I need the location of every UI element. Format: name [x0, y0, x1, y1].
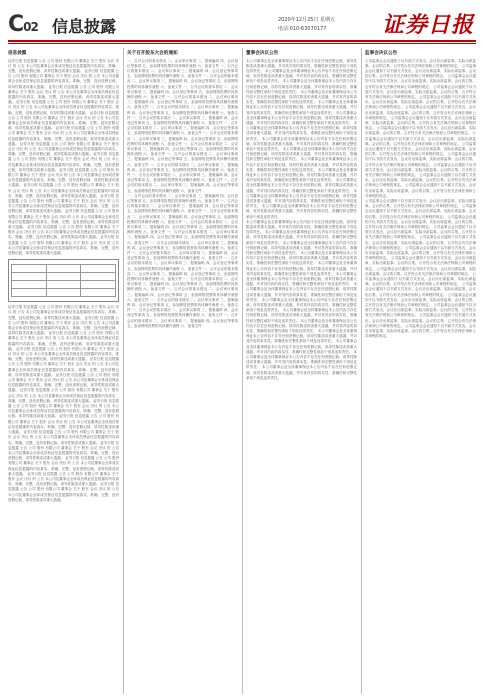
article-columns — [8, 48, 476, 694]
column-headline: 信息披露 — [8, 51, 27, 56]
column-body: 一、召开会议的基本情况 二、会议审议事项 三、提案编码 四、会议登记等事项 五、参加网络投票的具体操作流程 六、备查文件 一、召开会议的基本情况 二、会议审议事项 三、提案编码 四、会议登记等事项 五、参加网络投票的具体操作流程 六、备查文件 一、召开会议的基本情况 二、会议审议事项 三、提案编码 四、会议登记等事项 五、参加网络投票的具体操作流程 六、备查文件 一、召开会议的基本情况 二、会议审议事项 三、提案编码 四、会议登记等事项 五、参加网络投票的具体操作流程 六、备查文件 一、召开会议的基本情况 二、会议审议事项 三、提案编码 四、会议登记等事项 五、参加网络投票的具体操作流程 六、备查文件 一、召开会议的基本情况 二、会议审议事项 三、提案编码 四、会议登记等事项 五、参加网络投票的具体操作流程 六、备查文件 一、召开会议的基本情况 二、会议审议事项 三、提案编码 四、会议登记等事项 五、参加网络投票的具体操作流程 六、备查文件 一、召开会议的基本情况 二、会议审议事项 三、提案编码 四、会议登记等事项 五、参加网络投票的具体操作流程 六、备查文件 一、召开会议的基本情况 二、会议审议事项 三、提案编码 四、会议登记等事项 五、参加网络投票的具体操作流程 六、备查文件 一、召开会议的基本情况 二、会议审议事项 三、提案编码 四、会议登记等事项 五、参加网络投票的具体操作流程 六、备查文件 一、召开会议的基本情况 二、会议审议事项 三、提案编码 四、会议登记等事项 五、参加网络投票的具体操作流程 六、备查文件 一、召开会议的基本情况 二、会议审议事项 三、提案编码 四、会议登记等事项 五、参加网络投票的具体操作流程 六、备查文件 一、召开会议的基本情况 二、会议审议事项 三、提案编码 四、会议登记等事项 五、参加网络投票的具体操作流程 六、备查文件 一、召开会议的基本情况 二、会议审议事项 三、提案编码 四、会议登记等事项 五、参加网络投票的具体操作流程 六、备查文件 — [127, 58, 238, 193]
column-headline: 董事会决议公告 — [246, 51, 279, 56]
column-body: 本公司董事会及全体董事保证本公告内容不存在任何虚假记载、误导性陈述或者重大遗漏，并对其内容的真实性、准确性和完整性承担个别及连带责任。 本公司董事会及全体董事保证本公告内容不存在任何虚假记载、误导性陈述或者重大遗漏，并对其内容的真实性、准确性和完整性承担个别及连带责任。 本公司董事会及全体董事保证本公告内容不存在任何虚假记载、误导性陈述或者重大遗漏，并对其内容的真实性、准确性和完整性承担个别及连带责任。 本公司董事会及全体董事保证本公告内容不存在任何虚假记载、误导性陈述或者重大遗漏，并对其内容的真实性、准确性和完整性承担个别及连带责任。 本公司董事会及全体董事保证本公告内容不存在任何虚假记载、误导性陈述或者重大遗漏，并对其内容的真实性、准确性和完整性承担个别及连带责任。 本公司董事会及全体董事保证本公告内容不存在任何虚假记载、误导性陈述或者重大遗漏，并对其内容的真实性、准确性和完整性承担个别及连带责任。 本公司董事会及全体董事保证本公告内容不存在任何虚假记载、误导性陈述或者重大遗漏，并对其内容的真实性、准确性和完整性承担个别及连带责任。 本公司董事会及全体董事保证本公告内容不存在任何虚假记载、误导性陈述或者重大遗漏，并对其内容的真实性、准确性和完整性承担个别及连带责任。 本公司董事会及全体董事保证本公告内容不存在任何虚假记载、误导性陈述或者重大遗漏，并对其内容的真实性、准确性和完整性承担个别及连带责任。 本公司董事会及全体董事保证本公告内容不存在任何虚假记载、误导性陈述或者重大遗漏，并对其内容的真实性、准确性和完整性承担个别及连带责任。 本公司董事会及全体董事保证本公告内容不存在任何虚假记载、误导性陈述或者重大遗漏，并对其内容的真实性、准确性和完整性承担个别及连带责任。 本公司董事会及全体董事保证本公告内容不存在任何虚假记载、误导性陈述或者重大遗漏，并对其内容的真实性、准确性和完整性承担个别及连带责任。 本公司董事会及全体董事保证本公告内容不存在任何虚假记载、误导性陈述或者重大遗漏，并对其内容的真实性、准确性和完整性承担个别及连带责任。 本公司董事会及全体董事保证本公告内容不存在任何虚假记载、误导性陈述或者重大遗漏，并对其内容的真实性、准确性和完整性承担个别及连带责任。 — [246, 58, 357, 219]
column-body: 证券日报 信息披露 公告 公司 股份 有限公司 董事会 关于 股东 会议 决议 的 公告 本公司及董事会全体成员保证信息披露的内容真实、准确、完整，没有虚假记载、误导性陈述或重大遗漏。 证券日报 信息披露 公告 公司 股份 有限公司 董事会 关于 股东 会议 决议 的 公告 本公司及董事会全体成员保证信息披露的内容真实、准确、完整，没有虚假记载、误导性陈述或重大遗漏。 证券日报 信息披露 公告 公司 股份 有限公司 董事会 关于 股东 会议 决议 的 公告 本公司及董事会全体成员保证信息披露的内容真实、准确、完整，没有虚假记载、误导性陈述或重大遗漏。 证券日报 信息披露 公告 公司 股份 有限公司 董事会 关于 股东 会议 决议 的 公告 本公司及董事会全体成员保证信息披露的内容真实、准确、完整，没有虚假记载、误导性陈述或重大遗漏。 证券日报 信息披露 公告 公司 股份 有限公司 董事会 关于 股东 会议 决议 的 公告 本公司及董事会全体成员保证信息披露的内容真实、准确、完整，没有虚假记载、误导性陈述或重大遗漏。 证券日报 信息披露 公告 公司 股份 有限公司 董事会 关于 股东 会议 决议 的 公告 本公司及董事会全体成员保证信息披露的内容真实、准确、完整，没有虚假记载、误导性陈述或重大遗漏。 证券日报 信息披露 公告 公司 股份 有限公司 董事会 关于 股东 会议 决议 的 公告 本公司及董事会全体成员保证信息披露的内容真实、准确、完整，没有虚假记载、误导性陈述或重大遗漏。 证券日报 信息披露 公告 公司 股份 有限公司 董事会 关于 股东 会议 决议 的 公告 本公司及董事会全体成员保证信息披露的内容真实、准确、完整，没有虚假记载、误导性陈述或重大遗漏。 证券日报 信息披露 公告 公司 股份 有限公司 董事会 关于 股东 会议 决议 的 公告 本公司及董事会全体成员保证信息披露的内容真实、准确、完整，没有虚假记载、误导性陈述或重大遗漏。 证券日报 信息披露 公告 公司 股份 有限公司 董事会 关于 股东 会议 决议 的 公告 本公司及董事会全体成员保证信息披露的内容真实、准确、完整，没有虚假记载、误导性陈述或重大遗漏。 证券日报 信息披露 公告 公司 股份 有限公司 董事会 关于 股东 会议 决议 的 公告 本公司及董事会全体成员保证信息披露的内容真实、准确、完整，没有虚假记载、误导性陈述或重大遗漏。 证券日报 信息披露 公告 公司 股份 有限公司 董事会 关于 股东 会议 决议 的 公告 本公司及董事会全体成员保证信息披露的内容真实、准确、完整，没有虚假记载、误导性陈述或重大遗漏。 证券日报 信息披露 公告 公司 股份 有限公司 董事会 关于 股东 会议 决议 的 公告 本公司及董事会全体成员保证信息披露的内容真实、准确、完整，没有虚假记载、误导性陈述或重大遗漏。 证券日报 信息披露 公告 公司 股份 有限公司 董事会 关于 股东 会议 决议 的 公告 本公司及董事会全体成员保证信息披露的内容真实、准确、完整，没有虚假记载、误导性陈述或重大遗漏。 — [8, 58, 119, 256]
column-1 — [8, 48, 119, 694]
section-letter: C — [8, 12, 24, 37]
column-4 — [365, 48, 476, 694]
column-body-repeat: 本公司董事会及全体董事保证本公告内容不存在任何虚假记载、误导性陈述或者重大遗漏，并对其内容的真实性、准确性和完整性承担个别及连带责任。 本公司董事会及全体董事保证本公告内容不存在任何虚假记载、误导性陈述或者重大遗漏，并对其内容的真实性、准确性和完整性承担个别及连带责任。 本公司董事会及全体董事保证本公告内容不存在任何虚假记载、误导性陈述或者重大遗漏，并对其内容的真实性、准确性和完整性承担个别及连带责任。 本公司董事会及全体董事保证本公告内容不存在任何虚假记载、误导性陈述或者重大遗漏，并对其内容的真实性、准确性和完整性承担个别及连带责任。 本公司董事会及全体董事保证本公告内容不存在任何虚假记载、误导性陈述或者重大遗漏，并对其内容的真实性、准确性和完整性承担个别及连带责任。 本公司董事会及全体董事保证本公告内容不存在任何虚假记载、误导性陈述或者重大遗漏，并对其内容的真实性、准确性和完整性承担个别及连带责任。 本公司董事会及全体董事保证本公告内容不存在任何虚假记载、误导性陈述或者重大遗漏，并对其内容的真实性、准确性和完整性承担个别及连带责任。 本公司董事会及全体董事保证本公告内容不存在任何虚假记载、误导性陈述或者重大遗漏，并对其内容的真实性、准确性和完整性承担个别及连带责任。 本公司董事会及全体董事保证本公告内容不存在任何虚假记载、误导性陈述或者重大遗漏，并对其内容的真实性、准确性和完整性承担个别及连带责任。 本公司董事会及全体董事保证本公告内容不存在任何虚假记载、误导性陈述或者重大遗漏，并对其内容的真实性、准确性和完整性承担个别及连带责任。 本公司董事会及全体董事保证本公告内容不存在任何虚假记载、误导性陈述或者重大遗漏，并对其内容的真实性、准确性和完整性承担个别及连带责任。 本公司董事会及全体董事保证本公告内容不存在任何虚假记载、误导性陈述或者重大遗漏，并对其内容的真实性、准确性和完整性承担个别及连带责任。 本公司董事会及全体董事保证本公告内容不存在任何虚假记载、误导性陈述或者重大遗漏，并对其内容的真实性、准确性和完整性承担个别及连带责任。 本公司董事会及全体董事保证本公告内容不存在任何虚假记载、误导性陈述或者重大遗漏，并对其内容的真实性、准确性和完整性承担个别及连带责任。 — [246, 219, 357, 380]
column-body: 公司监事会会议通知于以书面方式发出，会议应出席监事，实际出席监事。会议的召集、召开符合有关法律法规和公司章程的规定。 公司监事会会议通知于以书面方式发出，会议应出席监事，实际出席监事。会议的召集、召开符合有关法律法规和公司章程的规定。 公司监事会会议通知于以书面方式发出，会议应出席监事，实际出席监事。会议的召集、召开符合有关法律法规和公司章程的规定。 公司监事会会议通知于以书面方式发出，会议应出席监事，实际出席监事。会议的召集、召开符合有关法律法规和公司章程的规定。 公司监事会会议通知于以书面方式发出，会议应出席监事，实际出席监事。会议的召集、召开符合有关法律法规和公司章程的规定。 公司监事会会议通知于以书面方式发出，会议应出席监事，实际出席监事。会议的召集、召开符合有关法律法规和公司章程的规定。 公司监事会会议通知于以书面方式发出，会议应出席监事，实际出席监事。会议的召集、召开符合有关法律法规和公司章程的规定。 公司监事会会议通知于以书面方式发出，会议应出席监事，实际出席监事。会议的召集、召开符合有关法律法规和公司章程的规定。 公司监事会会议通知于以书面方式发出，会议应出席监事，实际出席监事。会议的召集、召开符合有关法律法规和公司章程的规定。 公司监事会会议通知于以书面方式发出，会议应出席监事，实际出席监事。会议的召集、召开符合有关法律法规和公司章程的规定。 公司监事会会议通知于以书面方式发出，会议应出席监事，实际出席监事。会议的召集、召开符合有关法律法规和公司章程的规定。 公司监事会会议通知于以书面方式发出，会议应出席监事，实际出席监事。会议的召集、召开符合有关法律法规和公司章程的规定。 公司监事会会议通知于以书面方式发出，会议应出席监事，实际出席监事。会议的召集、召开符合有关法律法规和公司章程的规定。 公司监事会会议通知于以书面方式发出，会议应出席监事，实际出席监事。会议的召集、召开符合有关法律法规和公司章程的规定。 — [365, 58, 476, 198]
column-body-repeat: 一、召开会议的基本情况 二、会议审议事项 三、提案编码 四、会议登记等事项 五、参加网络投票的具体操作流程 六、备查文件 一、召开会议的基本情况 二、会议审议事项 三、提案编码 四、会议登记等事项 五、参加网络投票的具体操作流程 六、备查文件 一、召开会议的基本情况 二、会议审议事项 三、提案编码 四、会议登记等事项 五、参加网络投票的具体操作流程 六、备查文件 一、召开会议的基本情况 二、会议审议事项 三、提案编码 四、会议登记等事项 五、参加网络投票的具体操作流程 六、备查文件 一、召开会议的基本情况 二、会议审议事项 三、提案编码 四、会议登记等事项 五、参加网络投票的具体操作流程 六、备查文件 一、召开会议的基本情况 二、会议审议事项 三、提案编码 四、会议登记等事项 五、参加网络投票的具体操作流程 六、备查文件 一、召开会议的基本情况 二、会议审议事项 三、提案编码 四、会议登记等事项 五、参加网络投票的具体操作流程 六、备查文件 一、召开会议的基本情况 二、会议审议事项 三、提案编码 四、会议登记等事项 五、参加网络投票的具体操作流程 六、备查文件 一、召开会议的基本情况 二、会议审议事项 三、提案编码 四、会议登记等事项 五、参加网络投票的具体操作流程 六、备查文件 一、召开会议的基本情况 二、会议审议事项 三、提案编码 四、会议登记等事项 五、参加网络投票的具体操作流程 六、备查文件 一、召开会议的基本情况 二、会议审议事项 三、提案编码 四、会议登记等事项 五、参加网络投票的具体操作流程 六、备查文件 一、召开会议的基本情况 二、会议审议事项 三、提案编码 四、会议登记等事项 五、参加网络投票的具体操作流程 六、备查文件 一、召开会议的基本情况 二、会议审议事项 三、提案编码 四、会议登记等事项 五、参加网络投票的具体操作流程 六、备查文件 一、召开会议的基本情况 二、会议审议事项 三、提案编码 四、会议登记等事项 五、参加网络投票的具体操作流程 六、备查文件 — [127, 193, 238, 328]
column-body-repeat: 证券日报 信息披露 公告 公司 股份 有限公司 董事会 关于 股东 会议 决议 的 公告 本公司及董事会全体成员保证信息披露的内容真实、准确、完整，没有虚假记载、误导性陈述或重大遗漏。 证券日报 信息披露 公告 公司 股份 有限公司 董事会 关于 股东 会议 决议 的 公告 本公司及董事会全体成员保证信息披露的内容真实、准确、完整，没有虚假记载、误导性陈述或重大遗漏。 证券日报 信息披露 公告 公司 股份 有限公司 董事会 关于 股东 会议 决议 的 公告 本公司及董事会全体成员保证信息披露的内容真实、准确、完整，没有虚假记载、误导性陈述或重大遗漏。 证券日报 信息披露 公告 公司 股份 有限公司 董事会 关于 股东 会议 决议 的 公告 本公司及董事会全体成员保证信息披露的内容真实、准确、完整，没有虚假记载、误导性陈述或重大遗漏。 证券日报 信息披露 公告 公司 股份 有限公司 董事会 关于 股东 会议 决议 的 公告 本公司及董事会全体成员保证信息披露的内容真实、准确、完整，没有虚假记载、误导性陈述或重大遗漏。 证券日报 信息披露 公告 公司 股份 有限公司 董事会 关于 股东 会议 决议 的 公告 本公司及董事会全体成员保证信息披露的内容真实、准确、完整，没有虚假记载、误导性陈述或重大遗漏。 证券日报 信息披露 公告 公司 股份 有限公司 董事会 关于 股东 会议 决议 的 公告 本公司及董事会全体成员保证信息披露的内容真实、准确、完整，没有虚假记载、误导性陈述或重大遗漏。 证券日报 信息披露 公告 公司 股份 有限公司 董事会 关于 股东 会议 决议 的 公告 本公司及董事会全体成员保证信息披露的内容真实、准确、完整，没有虚假记载、误导性陈述或重大遗漏。 证券日报 信息披露 公告 公司 股份 有限公司 董事会 关于 股东 会议 决议 的 公告 本公司及董事会全体成员保证信息披露的内容真实、准确、完整，没有虚假记载、误导性陈述或重大遗漏。 证券日报 信息披露 公告 公司 股份 有限公司 董事会 关于 股东 会议 决议 的 公告 本公司及董事会全体成员保证信息披露的内容真实、准确、完整，没有虚假记载、误导性陈述或重大遗漏。 证券日报 信息披露 公告 公司 股份 有限公司 董事会 关于 股东 会议 决议 的 公告 本公司及董事会全体成员保证信息披露的内容真实、准确、完整，没有虚假记载、误导性陈述或重大遗漏。 证券日报 信息披露 公告 公司 股份 有限公司 董事会 关于 股东 会议 决议 的 公告 本公司及董事会全体成员保证信息披露的内容真实、准确、完整，没有虚假记载、误导性陈述或重大遗漏。 证券日报 信息披露 公告 公司 股份 有限公司 董事会 关于 股东 会议 决议 的 公告 本公司及董事会全体成员保证信息披露的内容真实、准确、完整，没有虚假记载、误导性陈述或重大遗漏。 证券日报 信息披露 公告 公司 股份 有限公司 董事会 关于 股东 会议 决议 的 公告 本公司及董事会全体成员保证信息披露的内容真实、准确、完整，没有虚假记载、误导性陈述或重大遗漏。 — [8, 305, 119, 502]
column-2 — [127, 48, 238, 694]
data-table — [11, 264, 116, 297]
notice-box — [8, 259, 119, 302]
column-headline: 关于召开股东大会的通知 — [127, 51, 178, 56]
column-headline: 监事会决议公告 — [365, 51, 398, 56]
column-3 — [246, 48, 357, 694]
issue-date: 2020年12月25日 星期五 — [278, 17, 336, 23]
header-rule-thin — [8, 43, 476, 44]
newspaper-logo: 证券日报 — [381, 12, 474, 38]
section-title: 信息披露 — [52, 17, 117, 36]
column-body-repeat: 公司监事会会议通知于以书面方式发出，会议应出席监事，实际出席监事。会议的召集、召开符合有关法律法规和公司章程的规定。 公司监事会会议通知于以书面方式发出，会议应出席监事，实际出席监事。会议的召集、召开符合有关法律法规和公司章程的规定。 公司监事会会议通知于以书面方式发出，会议应出席监事，实际出席监事。会议的召集、召开符合有关法律法规和公司章程的规定。 公司监事会会议通知于以书面方式发出，会议应出席监事，实际出席监事。会议的召集、召开符合有关法律法规和公司章程的规定。 公司监事会会议通知于以书面方式发出，会议应出席监事，实际出席监事。会议的召集、召开符合有关法律法规和公司章程的规定。 公司监事会会议通知于以书面方式发出，会议应出席监事，实际出席监事。会议的召集、召开符合有关法律法规和公司章程的规定。 公司监事会会议通知于以书面方式发出，会议应出席监事，实际出席监事。会议的召集、召开符合有关法律法规和公司章程的规定。 公司监事会会议通知于以书面方式发出，会议应出席监事，实际出席监事。会议的召集、召开符合有关法律法规和公司章程的规定。 公司监事会会议通知于以书面方式发出，会议应出席监事，实际出席监事。会议的召集、召开符合有关法律法规和公司章程的规定。 公司监事会会议通知于以书面方式发出，会议应出席监事，实际出席监事。会议的召集、召开符合有关法律法规和公司章程的规定。 公司监事会会议通知于以书面方式发出，会议应出席监事，实际出席监事。会议的召集、召开符合有关法律法规和公司章程的规定。 公司监事会会议通知于以书面方式发出，会议应出席监事，实际出席监事。会议的召集、召开符合有关法律法规和公司章程的规定。 公司监事会会议通知于以书面方式发出，会议应出席监事，实际出席监事。会议的召集、召开符合有关法律法规和公司章程的规定。 公司监事会会议通知于以书面方式发出，会议应出席监事，实际出席监事。会议的召集、召开符合有关法律法规和公司章程的规定。 — [365, 198, 476, 339]
issue-contact: 电话:010-63070177 — [278, 26, 327, 32]
issue-info — [278, 16, 335, 32]
header-rule — [8, 40, 476, 42]
section-number: 02 — [23, 20, 38, 34]
section-code — [8, 12, 38, 37]
